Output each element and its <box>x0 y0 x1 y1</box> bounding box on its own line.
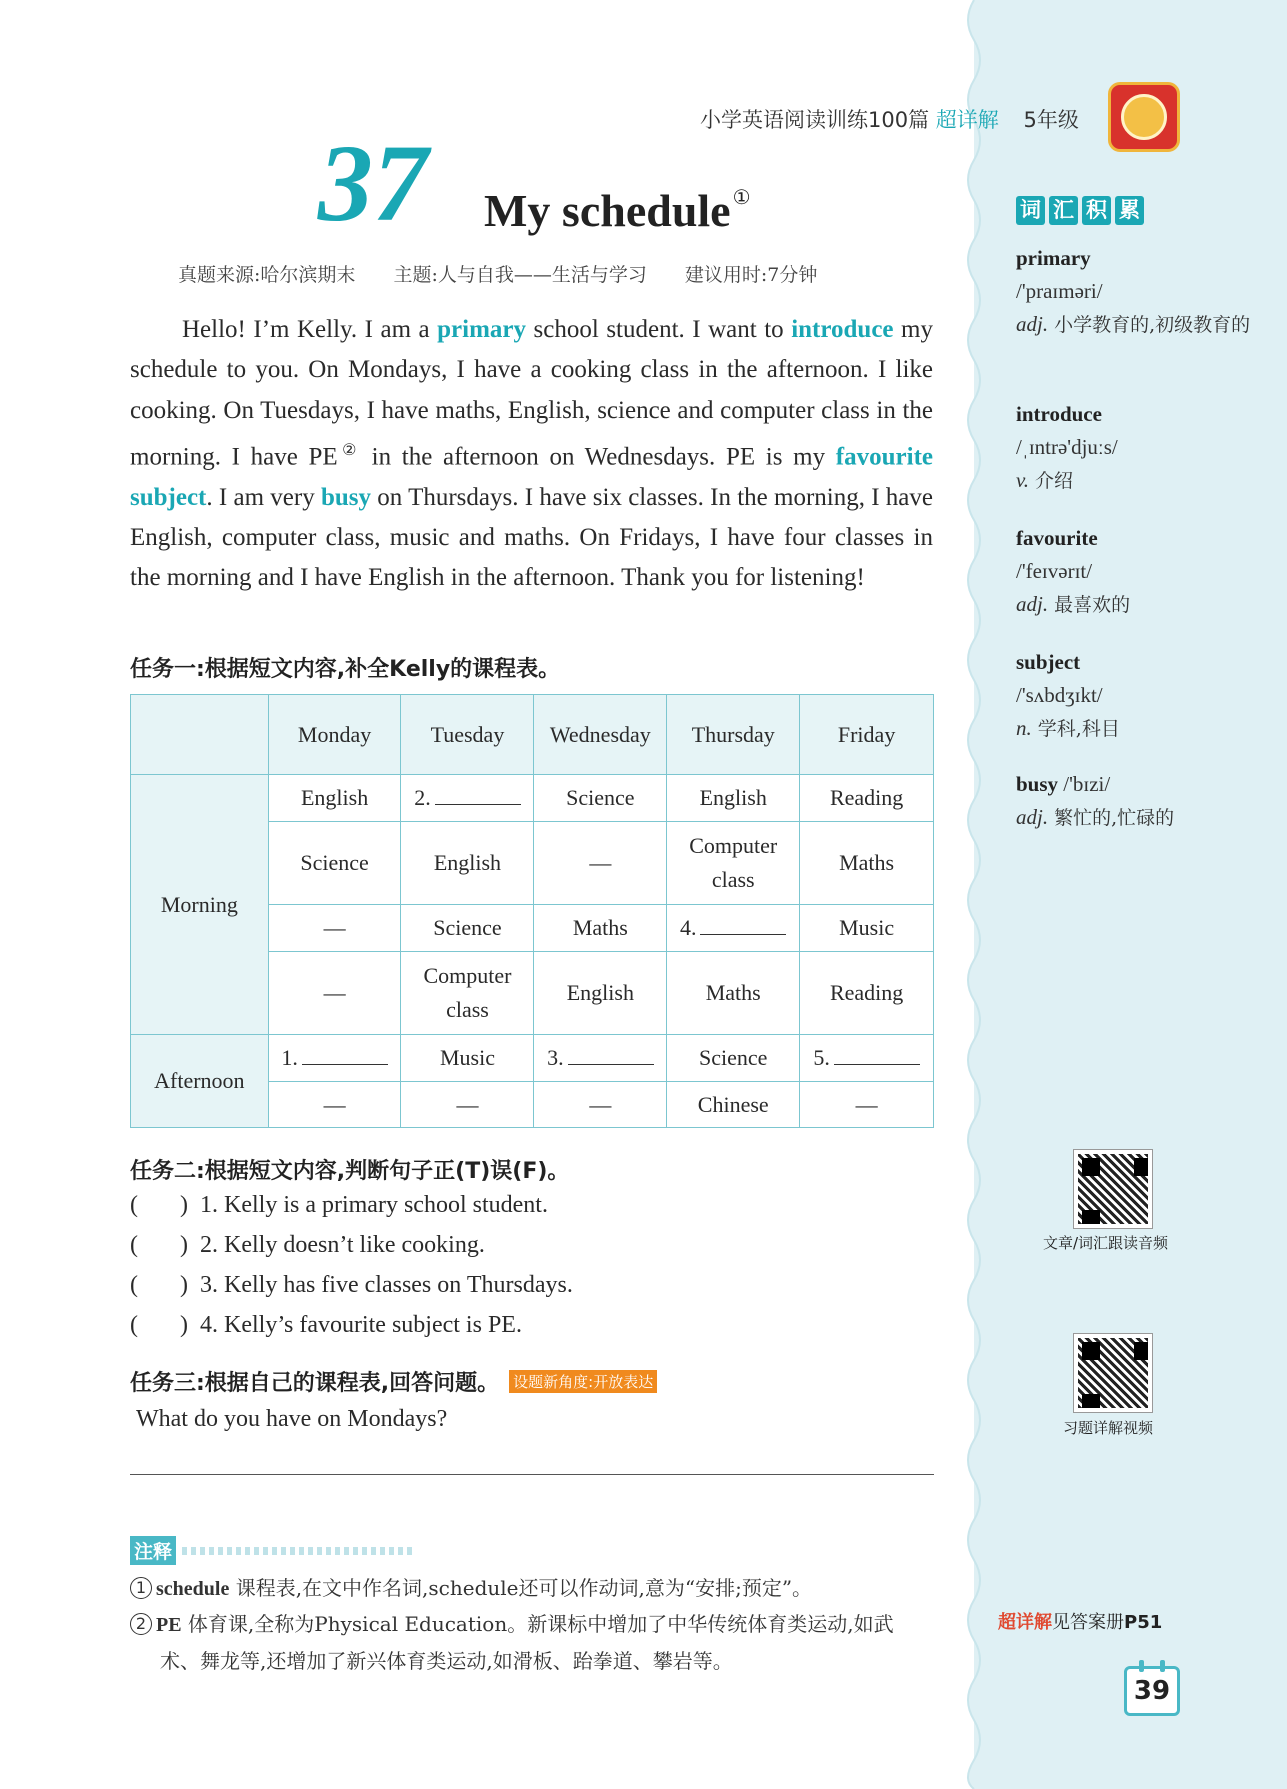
vocab-phonetic: /'bɪzi/ <box>1058 772 1111 796</box>
table-cell: Reading <box>800 775 934 822</box>
tf-statement: 1. Kelly is a primary school student. <box>200 1192 548 1218</box>
table-cell: — <box>800 1082 934 1128</box>
pe-footnote-marker: ② <box>337 441 361 459</box>
keyword-subject: subject <box>130 483 207 511</box>
table-cell: Computer class <box>401 952 534 1035</box>
task3-question: What do you have on Mondays? <box>136 1406 448 1432</box>
vocab-definition <box>1016 801 1191 835</box>
meta-theme: 主题:人与自我——生活与学习 <box>393 264 647 286</box>
blank-cell-1[interactable] <box>268 1035 401 1082</box>
vocab-phonetic: /'sʌbdʒɪkt/ <box>1016 683 1103 707</box>
tf-item <box>130 1272 573 1299</box>
vocab-title-char: 词 <box>1016 196 1045 225</box>
table-cell: — <box>534 1082 667 1128</box>
answer-line[interactable] <box>130 1474 934 1475</box>
vocab-entry <box>1016 768 1276 835</box>
day-header: Wednesday <box>534 695 667 775</box>
blank-number: 1. <box>281 1045 298 1070</box>
table-cell: Maths <box>800 822 934 905</box>
blank-number: 2. <box>414 785 431 810</box>
lesson-meta <box>178 260 849 287</box>
task1-title: 任务一:根据短文内容,补全Kelly的课程表。 <box>130 657 561 682</box>
notes-divider <box>182 1547 412 1555</box>
answer-blank[interactable] <box>834 1047 920 1065</box>
task3-title: 任务三:根据自己的课程表,回答问题。 <box>130 1371 500 1396</box>
answer-blank[interactable] <box>435 787 521 805</box>
vocab-title-char: 累 <box>1115 196 1144 225</box>
vocab-entry <box>1016 646 1276 746</box>
note-text: 课程表,在文中作名词,schedule还可以作动词,意为“安排;预定”。 <box>229 1576 813 1600</box>
video-qr-code-icon[interactable] <box>1074 1334 1152 1412</box>
vocab-title-char: 积 <box>1082 196 1111 225</box>
vocab-title-char: 汇 <box>1049 196 1078 225</box>
tf-statement: 2. Kelly doesn’t like cooking. <box>200 1232 485 1258</box>
period-morning: Morning <box>131 775 269 1035</box>
note-marker-1: 1 <box>130 1577 152 1599</box>
answer-paren[interactable]: ( ) <box>130 1312 188 1338</box>
vocab-definition <box>1016 464 1276 498</box>
tf-item <box>130 1312 522 1339</box>
table-cell: Maths <box>534 905 667 952</box>
tf-item <box>130 1192 548 1219</box>
answer-ref-text: 见答案册 <box>1052 1612 1124 1633</box>
note-marker-2: 2 <box>130 1613 152 1635</box>
table-cell: Maths <box>667 952 800 1035</box>
table-cell: Music <box>800 905 934 952</box>
note-word: schedule <box>156 1578 230 1600</box>
vocab-meaning: 小学教育的,初级教育的 <box>1048 314 1251 336</box>
passage-text: Hello! I’m Kelly. I am a <box>182 316 438 343</box>
vocab-word: subject <box>1016 650 1081 674</box>
keyword-primary: primary <box>437 316 527 343</box>
tf-statement: 3. Kelly has five classes on Thursdays. <box>200 1272 573 1298</box>
answer-paren[interactable]: ( ) <box>130 1192 188 1218</box>
lesson-title <box>484 184 751 237</box>
vocab-phonetic: /'praɪməri/ <box>1016 279 1103 303</box>
note-text: 体育课,全称为Physical Education。新课标中增加了中华传统体育类运动,如武术、舞龙等,还增加了新兴体育类运动,如滑板、跆拳道、攀岩等。 <box>160 1612 894 1673</box>
table-cell: Music <box>401 1035 534 1082</box>
logo-emblem-icon <box>1121 94 1167 140</box>
table-cell: Science <box>268 822 401 905</box>
book-header <box>700 104 1079 134</box>
vocab-word: favourite <box>1016 526 1098 550</box>
day-header: Tuesday <box>401 695 534 775</box>
vocab-phonetic: /ˌɪntrə'djuːs/ <box>1016 435 1118 459</box>
vocab-pos: adj. <box>1016 592 1049 616</box>
vocab-meaning: 繁忙的,忙碌的 <box>1048 807 1175 829</box>
table-cell: English <box>401 822 534 905</box>
day-header: Thursday <box>667 695 800 775</box>
blank-cell-4[interactable] <box>667 905 800 952</box>
passage-text: in the afternoon on Wednesdays. PE is my <box>360 443 836 471</box>
vocab-word: primary <box>1016 246 1091 270</box>
vocab-phonetic: /'feɪvərɪt/ <box>1016 559 1093 583</box>
blank-number: 5. <box>813 1045 830 1070</box>
table-cell: — <box>268 1082 401 1128</box>
vocab-pos: n. <box>1016 716 1032 740</box>
period-afternoon: Afternoon <box>131 1035 269 1128</box>
table-cell: Reading <box>800 952 934 1035</box>
table-cell: Science <box>534 775 667 822</box>
blank-cell-5[interactable] <box>800 1035 934 1082</box>
keyword-introduce: introduce <box>791 316 894 343</box>
vocab-entry <box>1016 522 1276 622</box>
answer-paren[interactable]: ( ) <box>130 1232 188 1258</box>
page-number-calendar-icon: 39 <box>1124 1666 1180 1716</box>
new-angle-tag: 设题新角度:开放表达 <box>509 1370 657 1393</box>
vocab-word: introduce <box>1016 402 1102 426</box>
passage-text: . I am very <box>206 483 321 511</box>
table-cell: English <box>667 775 800 822</box>
book-title: 小学英语阅读训练100篇 <box>700 108 930 132</box>
day-header: Friday <box>800 695 934 775</box>
reading-passage <box>130 310 933 598</box>
keyword-busy: busy <box>320 483 372 511</box>
vocab-meaning: 学科,科目 <box>1031 718 1120 740</box>
task2-title: 任务二:根据短文内容,判断句子正(T)误(F)。 <box>130 1159 570 1184</box>
vocab-definition <box>1016 308 1276 342</box>
vocab-entry <box>1016 398 1276 498</box>
notes-badge: 注释 <box>130 1536 176 1565</box>
meta-source: 真题来源:哈尔滨期末 <box>178 264 356 286</box>
table-cell: — <box>401 1082 534 1128</box>
note-1 <box>130 1570 930 1607</box>
day-header: Monday <box>268 695 401 775</box>
vocab-meaning: 介绍 <box>1029 470 1074 492</box>
vocab-title <box>1016 196 1144 225</box>
answer-ref-accent: 超详解 <box>998 1612 1052 1633</box>
book-accent: 超详解 <box>935 108 999 132</box>
tf-item <box>130 1232 485 1259</box>
note-word: PE <box>156 1614 182 1636</box>
passage-text: my schedule to you. On Mondays, I have a cooking class in the afternoon. I like cooking. On Tuesdays, I have maths, English, science and computer class in the morning. I have PE <box>130 316 933 471</box>
blank-number: 4. <box>679 915 697 940</box>
table-corner <box>131 695 269 775</box>
vocab-pos: v. <box>1016 468 1030 492</box>
note-2 <box>130 1606 930 1679</box>
vocab-word: busy <box>1016 772 1059 796</box>
publisher-logo <box>1108 82 1180 152</box>
notes-header <box>130 1536 412 1565</box>
vocab-headline <box>1016 768 1276 801</box>
task3-heading <box>130 1366 657 1397</box>
schedule-table <box>130 694 934 1128</box>
table-cell: Science <box>401 905 534 952</box>
tf-statement: 4. Kelly’s favourite subject is PE. <box>200 1312 522 1338</box>
table-cell: — <box>534 822 667 905</box>
table-cell: — <box>268 905 401 952</box>
video-qr-label: 习题详解视频 <box>1063 1419 1154 1437</box>
table-cell: Science <box>667 1035 800 1082</box>
audio-qr-label: 文章/词汇跟读音频 <box>1043 1234 1169 1252</box>
vocab-meaning: 最喜欢的 <box>1048 594 1131 616</box>
table-cell: English <box>534 952 667 1035</box>
table-cell: Computer class <box>667 822 800 905</box>
vocab-pos: adj. <box>1016 312 1049 336</box>
passage-text: school student. I want to <box>526 316 792 343</box>
title-footnote-marker: ① <box>732 187 751 209</box>
answer-reference <box>998 1608 1162 1634</box>
blank-cell-2[interactable] <box>401 775 534 822</box>
sidebar-wave-border <box>958 0 992 1789</box>
lesson-number: 37 <box>318 122 428 244</box>
vocab-entry <box>1016 242 1276 342</box>
answer-blank[interactable] <box>700 917 786 935</box>
vocab-definition <box>1016 712 1276 746</box>
table-cell: Chinese <box>667 1082 800 1128</box>
blank-number: 3. <box>547 1045 564 1070</box>
vocab-definition <box>1016 588 1276 622</box>
vocab-pos: adj. <box>1016 805 1049 829</box>
answer-blank[interactable] <box>568 1047 654 1065</box>
audio-qr-code-icon[interactable] <box>1074 1150 1152 1228</box>
meta-time: 建议用时:7分钟 <box>684 264 818 286</box>
table-cell: English <box>268 775 401 822</box>
blank-cell-3[interactable] <box>534 1035 667 1082</box>
lesson-title-text: My schedule <box>484 185 731 236</box>
answer-ref-page: P51 <box>1124 1612 1163 1633</box>
answer-paren[interactable]: ( ) <box>130 1272 188 1298</box>
book-grade: 5年级 <box>1023 108 1079 132</box>
keyword-favourite: favourite <box>835 443 933 471</box>
passage-text: on Thursdays. I have six classes. In the morning, I have English, computer class, music and maths. On Fridays, I have four classes in the morning and I have English in the afternoon. Thank you for listening! <box>130 483 933 592</box>
table-cell: — <box>268 952 401 1035</box>
answer-blank[interactable] <box>302 1047 388 1065</box>
